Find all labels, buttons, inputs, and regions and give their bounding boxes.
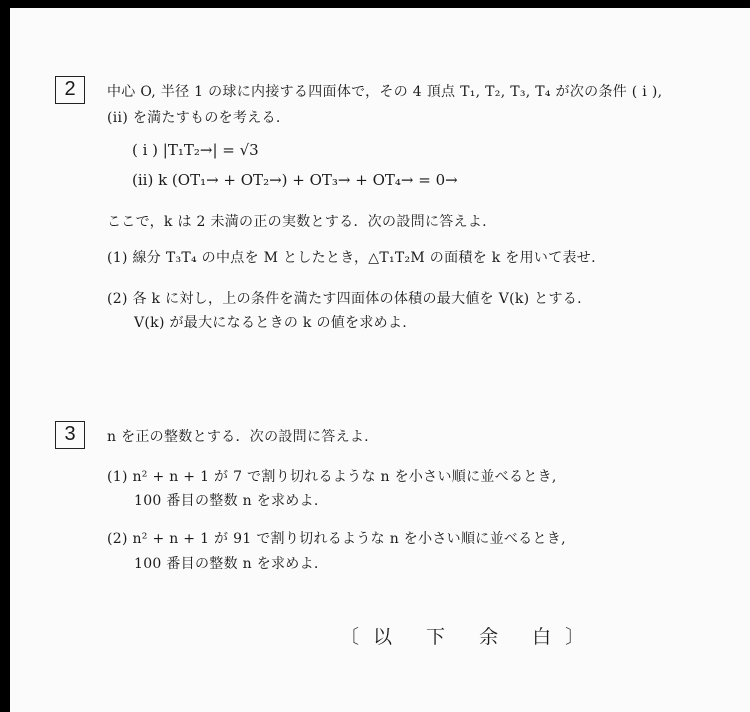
problem-3-number-box: 3 (55, 421, 85, 449)
end-of-exam-mark: 〔以 下 余 白〕 (340, 626, 599, 648)
problem-2-intro-line2: (ii) を満たすものを考える. (107, 110, 281, 126)
problem-2-intro-line1: 中心 O, 半径 1 の球に内接する四面体で，その 4 頂点 T₁, T₂, T₃, T₄ が次の条件 ( i ), (107, 84, 663, 100)
problem-2-question-1: (1) 線分 T₃T₄ の中点を M としたとき，△T₁T₂M の面積を k を用いて表せ. (107, 250, 596, 266)
problem-2-question-2-line1: (2) 各 k に対し，上の条件を満たす四面体の体積の最大値を V(k) とする. (107, 291, 582, 307)
problem-2-condition-i: ( i ) |T₁T₂→| = √3 (132, 141, 259, 159)
problem-3-question-2-line2: 100 番目の整数 n を求めよ. (134, 556, 319, 572)
problem-2-condition-ii: (ii) k (OT₁→ + OT₂→) + OT₃→ + OT₄→ = 0→ (132, 171, 458, 189)
problem-3-question-1-line2: 100 番目の整数 n を求めよ. (134, 493, 319, 509)
problem-2-question-2-line2: V(k) が最大になるときの k の値を求めよ. (134, 315, 408, 331)
exam-page (10, 8, 750, 712)
problem-3-question-2-line1: (2) n² + n + 1 が 91 で割り切れるような n を小さい順に並べるとき, (107, 531, 566, 547)
problem-2-number-box: 2 (55, 76, 85, 104)
problem-3-intro: n を正の整数とする．次の設問に答えよ. (107, 429, 369, 445)
problem-3-question-1-line1: (1) n² + n + 1 が 7 で割り切れるような n を小さい順に並べるとき, (107, 469, 557, 485)
problem-2-note: ここで，k は 2 未満の正の実数とする．次の設問に答えよ. (107, 214, 487, 230)
